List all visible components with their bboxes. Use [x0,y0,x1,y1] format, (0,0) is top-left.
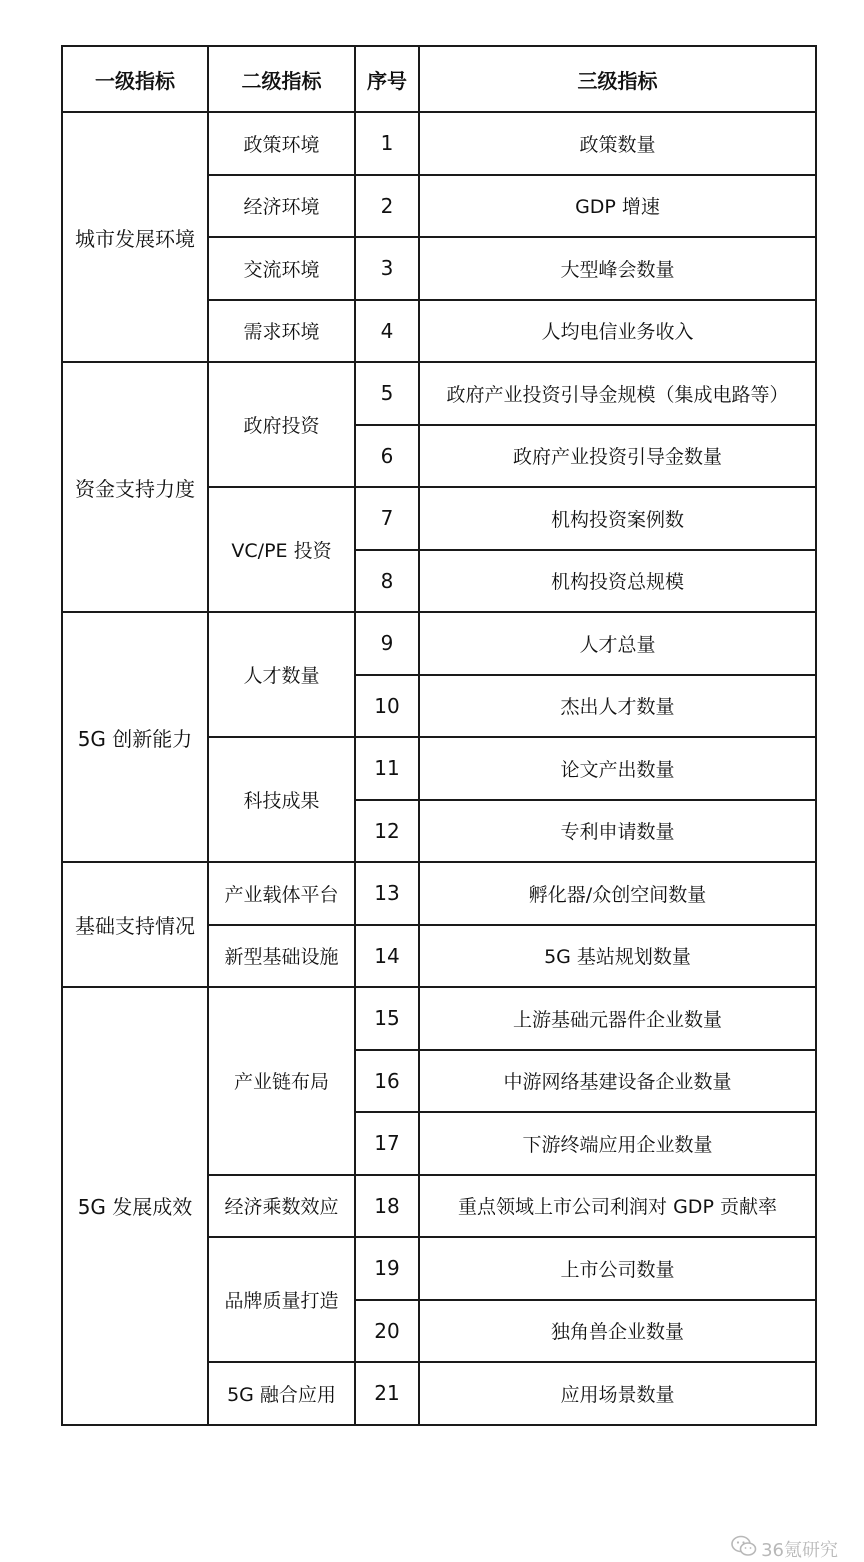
level1-cell: 5G 创新能力 [62,612,208,862]
watermark [731,1535,838,1562]
level2-cell: 品牌质量打造 [208,1237,355,1362]
number-cell: 10 [355,675,419,738]
watermark-text: 36氪研究 [761,1539,838,1561]
level3-cell: 应用场景数量 [419,1362,816,1425]
level2-cell: 经济乘数效应 [208,1175,355,1238]
level3-cell: 重点领域上市公司利润对 GDP 贡献率 [419,1175,816,1238]
indicator-table [61,45,817,1426]
number-cell: 6 [355,425,419,488]
level3-cell: 杰出人才数量 [419,675,816,738]
number-cell: 7 [355,487,419,550]
level2-cell: 交流环境 [208,237,355,300]
number-cell: 16 [355,1050,419,1113]
table-row [62,112,816,175]
level3-cell: 机构投资总规模 [419,550,816,613]
level3-cell: GDP 增速 [419,175,816,238]
level1-cell: 城市发展环境 [62,112,208,362]
level2-cell: 政府投资 [208,362,355,487]
number-cell: 17 [355,1112,419,1175]
table-row [62,362,816,425]
number-cell: 5 [355,362,419,425]
number-cell: 18 [355,1175,419,1238]
level3-cell: 上市公司数量 [419,1237,816,1300]
header-level3: 三级指标 [419,46,816,112]
level2-cell: 需求环境 [208,300,355,363]
level3-cell: 独角兽企业数量 [419,1300,816,1363]
number-cell: 8 [355,550,419,613]
level3-cell: 大型峰会数量 [419,237,816,300]
table-row [62,987,816,1050]
level2-cell: 产业载体平台 [208,862,355,925]
level1-cell: 资金支持力度 [62,362,208,612]
level3-cell: 机构投资案例数 [419,487,816,550]
table-header-row [62,46,816,112]
level3-cell: 专利申请数量 [419,800,816,863]
level1-cell: 基础支持情况 [62,862,208,987]
level2-cell: 经济环境 [208,175,355,238]
level2-cell: 5G 融合应用 [208,1362,355,1425]
level2-cell: 新型基础设施 [208,925,355,988]
number-cell: 12 [355,800,419,863]
number-cell: 4 [355,300,419,363]
level2-cell: 人才数量 [208,612,355,737]
number-cell: 13 [355,862,419,925]
number-cell: 1 [355,112,419,175]
number-cell: 2 [355,175,419,238]
header-level2: 二级指标 [208,46,355,112]
number-cell: 9 [355,612,419,675]
table-row [62,612,816,675]
level3-cell: 论文产出数量 [419,737,816,800]
level3-cell: 人才总量 [419,612,816,675]
level3-cell: 政府产业投资引导金数量 [419,425,816,488]
level3-cell: 政策数量 [419,112,816,175]
level2-cell: 科技成果 [208,737,355,862]
level3-cell: 人均电信业务收入 [419,300,816,363]
level2-cell: 政策环境 [208,112,355,175]
level2-cell: 产业链布局 [208,987,355,1175]
number-cell: 21 [355,1362,419,1425]
number-cell: 19 [355,1237,419,1300]
level3-cell: 5G 基站规划数量 [419,925,816,988]
level1-cell: 5G 发展成效 [62,987,208,1425]
number-cell: 15 [355,987,419,1050]
number-cell: 3 [355,237,419,300]
level3-cell: 上游基础元器件企业数量 [419,987,816,1050]
header-level1: 一级指标 [62,46,208,112]
level3-cell: 中游网络基建设备企业数量 [419,1050,816,1113]
table-body [62,112,816,1425]
header-number: 序号 [355,46,419,112]
level3-cell: 孵化器/众创空间数量 [419,862,816,925]
wechat-icon [731,1535,757,1562]
number-cell: 11 [355,737,419,800]
level2-cell: VC/PE 投资 [208,487,355,612]
table-row [62,862,816,925]
number-cell: 20 [355,1300,419,1363]
number-cell: 14 [355,925,419,988]
level3-cell: 政府产业投资引导金规模（集成电路等） [419,362,816,425]
level3-cell: 下游终端应用企业数量 [419,1112,816,1175]
